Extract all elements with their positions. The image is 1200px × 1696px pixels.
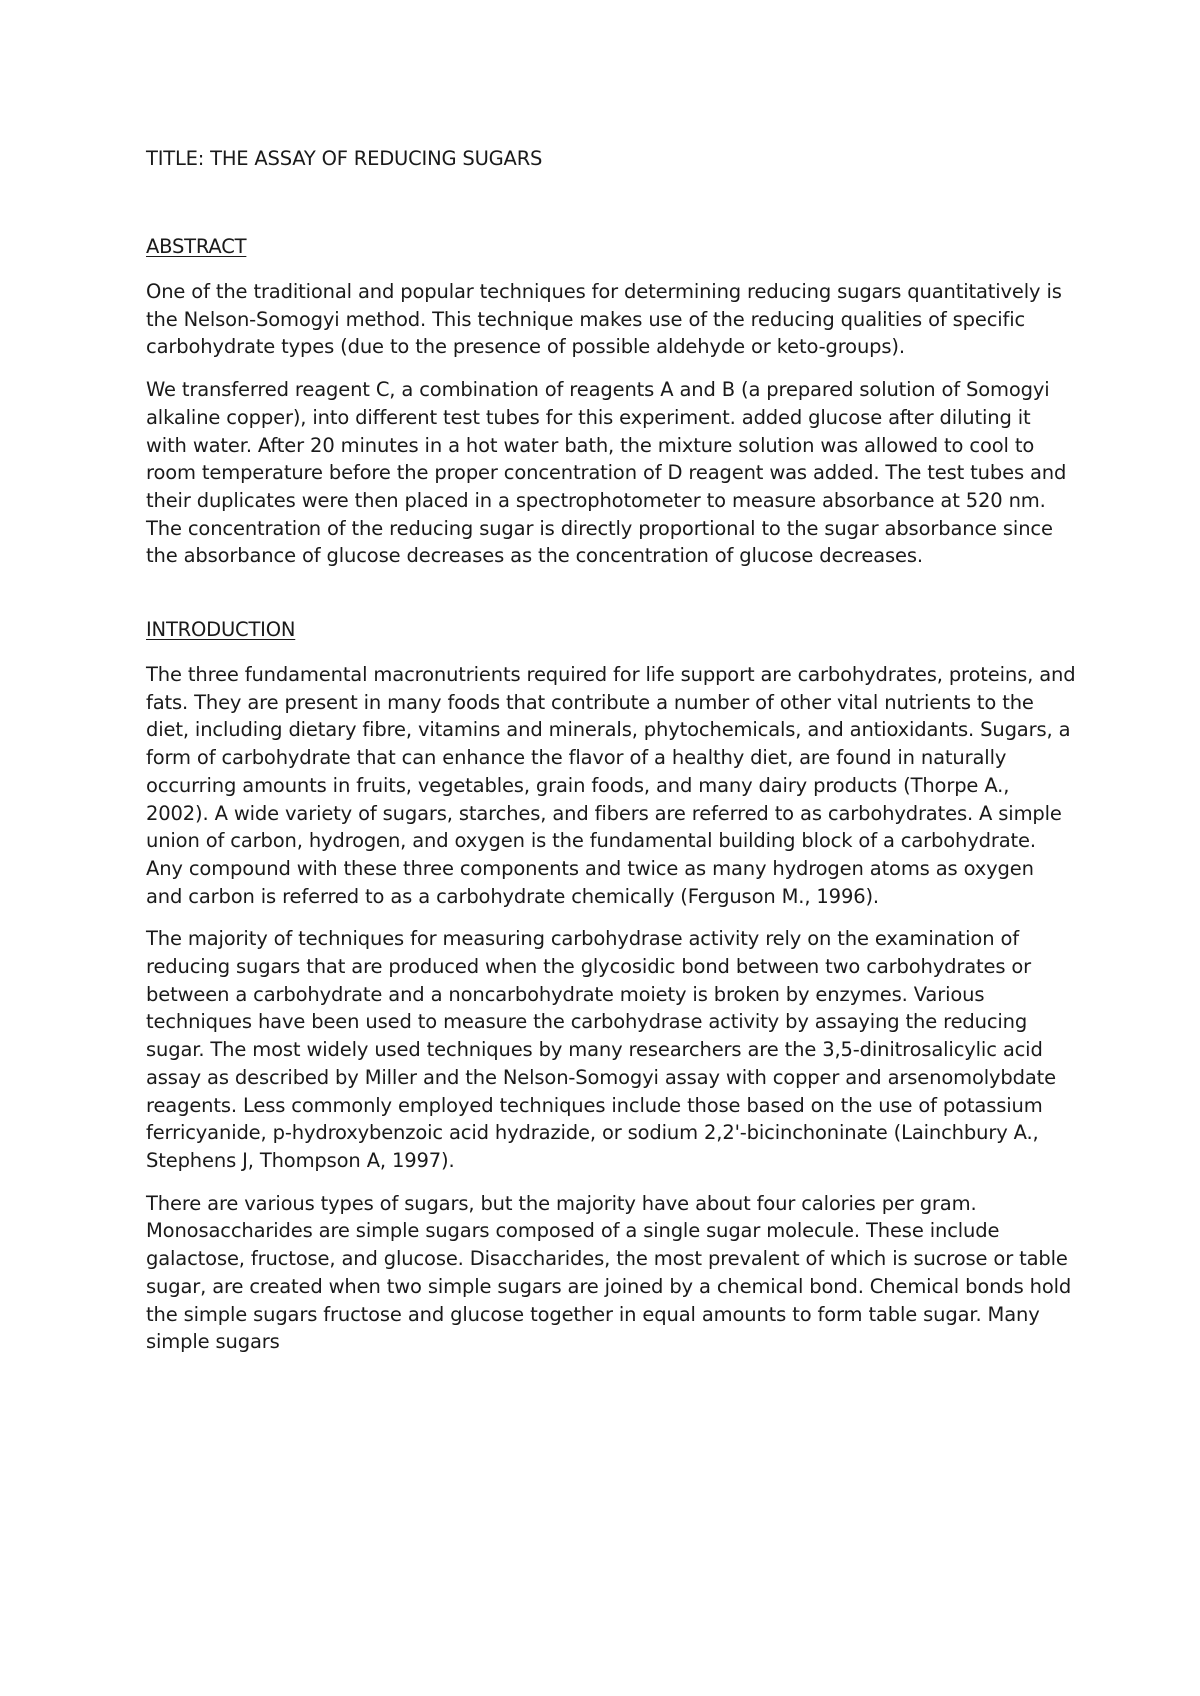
abstract-paragraph-2: We transferred reagent C, a combination of reagents A and B (a prepared solution of Somogyi alkaline copper), into different test tubes for this experiment. added glucose after diluting it with water. After 20 minutes in a hot water bath, the mixture solution was allowed to cool to room temperature before the proper concentration of D reagent was added. The test tubes and their duplicates were then placed in a spectrophotometer to measure absorbance at 520 nm. The concentration of the reducing sugar is directly proportional to the sugar absorbance since the absorbance of glucose decreases as the concentration of glucose decreases.	[146, 378, 1067, 568]
abstract-paragraph-1: One of the traditional and popular techniques for determining reducing sugars quantitatively is the Nelson-Somogyi method. This technique makes use of the reducing qualities of specific carbohydrate types (due to the presence of possible aldehyde or keto-groups).	[146, 280, 1062, 359]
document-title: TITLE: THE ASSAY OF REDUCING SUGARS	[146, 147, 543, 170]
page-content	[146, 145, 1076, 1356]
introduction-paragraph-2: The majority of techniques for measuring carbohydrase activity rely on the examination of reducing sugars that are produced when the glycosidic bond between two carbohydrates or between a carbohydrate and a noncarbohydrate moiety is broken by enzymes. Various techniques have been used to measure the carbohydrase activity by assaying the reducing sugar. The most widely used techniques by many researchers are the 3,5-dinitrosalicylic acid assay as described by Miller and the Nelson-Somogyi assay with copper and arsenomolybdate reagents. Less commonly employed techniques include those based on the use of potassium ferricyanide, p-hydroxybenzoic acid hydrazide, or sodium 2,2'-bicinchoninate (Lainchbury A., Stephens J, Thompson A, 1997).	[146, 927, 1056, 1172]
introduction-paragraph-1: The three fundamental macronutrients required for life support are carbohydrates, proteins, and fats. They are present in many foods that contribute a number of other vital nutrients to the diet, including dietary fibre, vitamins and minerals, phytochemicals, and antioxidants. Sugars, a form of carbohydrate that can enhance the flavor of a healthy diet, are found in naturally occurring amounts in fruits, vegetables, grain foods, and many dairy products (Thorpe A., 2002). A wide variety of sugars, starches, and fibers are referred to as carbohydrates. A simple union of carbon, hydrogen, and oxygen is the fundamental building block of a carbohydrate. Any compound with these three components and twice as many hydrogen atoms as oxygen and carbon is referred to as a carbohydrate chemically (Ferguson M., 1996).	[146, 663, 1076, 908]
introduction-heading: INTRODUCTION	[146, 618, 296, 642]
introduction-paragraph-3: There are various types of sugars, but the majority have about four calories per gram. Monosaccharides are simple sugars composed of a single sugar molecule. These include galactose, fructose, and glucose. Disaccharides, the most prevalent of which is sucrose or table sugar, are created when two simple sugars are joined by a chemical bond. Chemical bonds hold the simple sugars fructose and glucose together in equal amounts to form table sugar. Many simple sugars	[146, 1191, 1072, 1354]
abstract-heading: ABSTRACT	[146, 235, 247, 258]
